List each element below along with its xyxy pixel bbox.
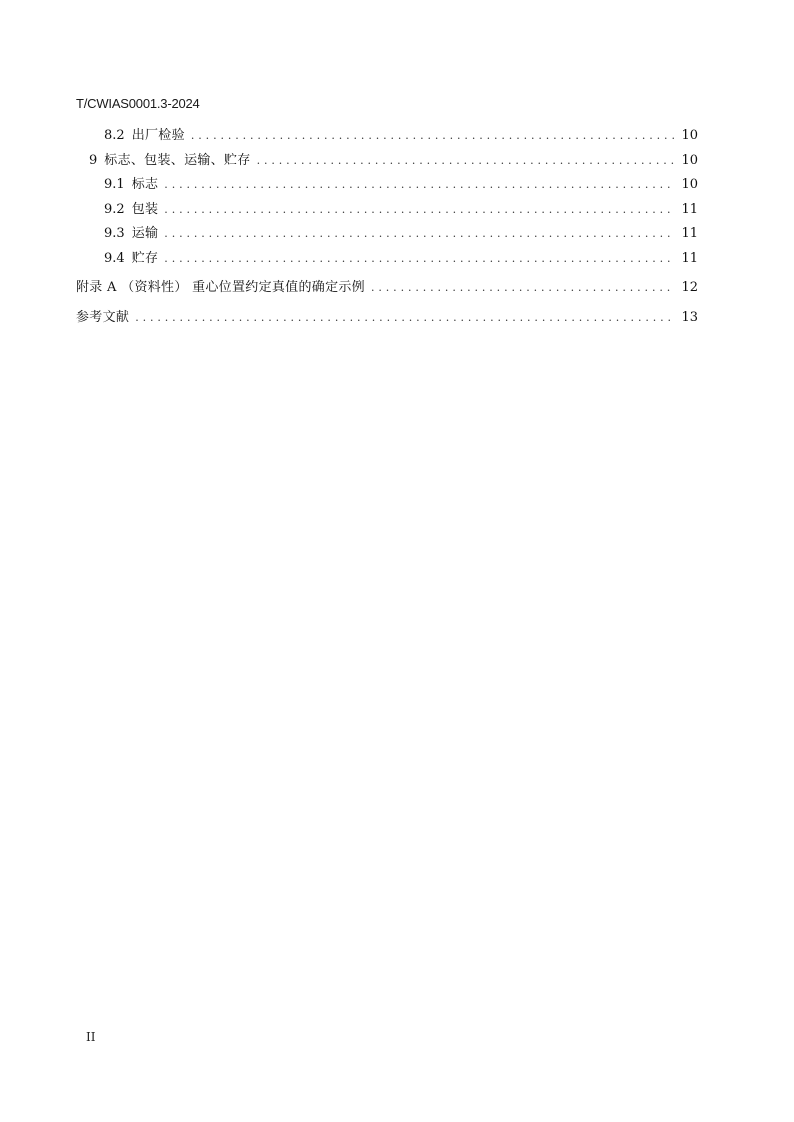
toc-leader-dots <box>164 173 675 198</box>
toc-entry-page: 12 <box>681 280 698 295</box>
toc-entry-number: 8.2 <box>104 128 125 143</box>
toc-entry-page: 11 <box>681 250 698 266</box>
toc-entry-page: 11 <box>681 201 698 217</box>
toc-entry-page: 10 <box>681 177 698 192</box>
toc-entry-9-1[interactable] <box>76 173 698 198</box>
toc-entry-title: 标志、包装、运输、贮存 <box>104 152 251 168</box>
toc-leader-dots <box>164 247 675 272</box>
toc-leader-dots <box>164 198 675 223</box>
toc-leader-dots <box>191 124 676 149</box>
toc-entry-9-3[interactable] <box>76 222 698 247</box>
toc-entry-page: 10 <box>681 152 698 168</box>
toc-entry-page: 13 <box>681 309 698 325</box>
toc-entry-title: 标志 <box>131 177 159 192</box>
toc-entry-appendix-a[interactable] <box>76 276 698 301</box>
toc-entry-9-4[interactable] <box>76 247 698 272</box>
toc-entry-number: 9.3 <box>104 226 125 241</box>
toc-entry-number: 9.1 <box>104 177 125 192</box>
toc-entry-title: 包装 <box>131 201 159 217</box>
toc-entry-references[interactable] <box>76 306 698 331</box>
toc-entry-9[interactable] <box>76 149 698 174</box>
toc-entry-number: 9 <box>89 152 98 168</box>
toc-entry-page: 11 <box>681 226 698 241</box>
toc-entry-title: 出厂检验 <box>131 128 185 143</box>
toc-entry-9-2[interactable] <box>76 198 698 223</box>
toc-leader-dots <box>257 149 676 174</box>
table-of-contents <box>76 124 698 330</box>
toc-entry-number: 9.4 <box>104 250 125 266</box>
toc-entry-title: 附录 A （资料性） 重心位置约定真值的确定示例 <box>76 280 365 295</box>
toc-entry-title: 参考文献 <box>76 309 130 325</box>
page-number-footer: II <box>86 1030 96 1044</box>
toc-leader-dots <box>164 222 675 247</box>
toc-leader-dots <box>371 276 675 301</box>
toc-entry-title: 运输 <box>131 226 159 241</box>
toc-entry-page: 10 <box>681 128 698 143</box>
toc-entry-title: 贮存 <box>131 250 159 266</box>
standard-code-header: T/CWIAS0001.3-2024 <box>76 96 200 111</box>
toc-entry-number: 9.2 <box>104 201 125 217</box>
toc-leader-dots <box>135 306 675 331</box>
toc-entry-8-2[interactable] <box>76 124 698 149</box>
